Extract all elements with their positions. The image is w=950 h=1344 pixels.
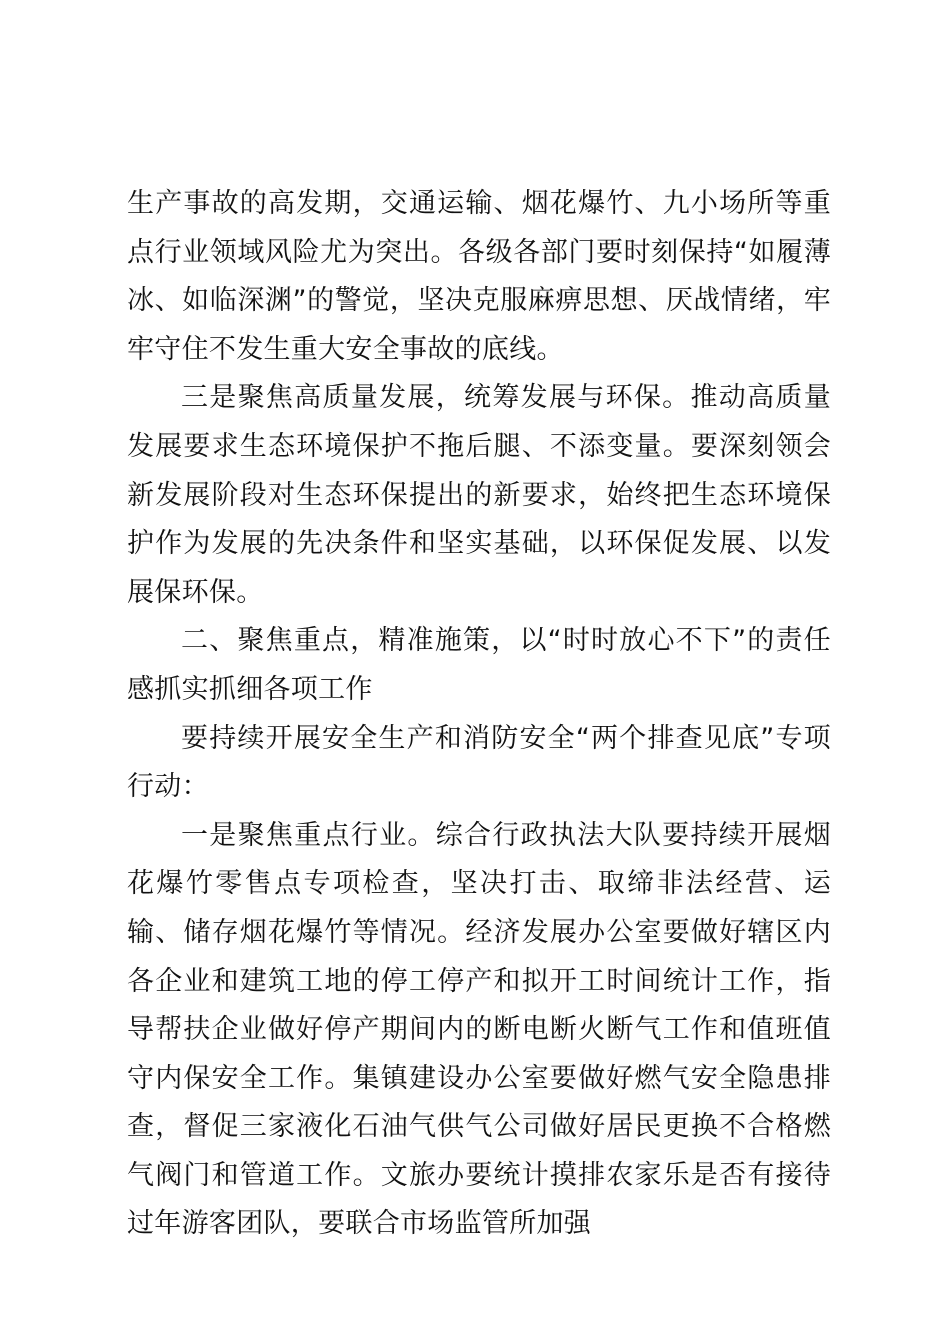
section-heading-two: 二、聚焦重点，精准施策，以“时时放心不下”的责任感抓实抓细各项工作 <box>127 625 831 705</box>
paragraph-point-three-environment: 三是聚焦高质量发展，统筹发展与环保。推动高质量发展要求生态环境保护不拖后腿、不添变量。要深刻领会新发展阶段对生态环保提出的新要求，始终把生态环境保护作为发展的先决条件和坚实基础，以环保促发展、以发展保环保。 <box>127 382 831 608</box>
paragraph-point-one-key-industries: 一是聚焦重点行业。综合行政执法大队要持续开展烟花爆竹零售点专项检查，坚决打击、取缔非法经营、运输、储存烟花爆竹等情况。经济发展办公室要做好辖区内各企业和建筑工地的停工停产和拟开工时间统计工作，指导帮扶企业做好停产期间内的断电断火断气工作和值班值守内保安全工作。集镇建设办公室要做好燃气安全隐患排查，督促三家液化石油气供气公司做好居民更换不合格燃气阀门和管道工作。文旅办要统计摸排农家乐是否有接待过年游客团队，要联合市场监管所加强 <box>127 819 831 1240</box>
document-page <box>127 180 831 1249</box>
paragraph-special-action: 要持续开展安全生产和消防安全“两个排查见底”专项行动： <box>127 722 831 803</box>
paragraph-continued-safety: 生产事故的高发期，交通运输、烟花爆竹、九小场所等重点行业领域风险尤为突出。各级各部门要时刻保持“如履薄冰、如临深渊”的警觉，坚决克服麻痹思想、厌战情绪，牢牢守住不发生重大安全事故的底线。 <box>127 188 831 365</box>
